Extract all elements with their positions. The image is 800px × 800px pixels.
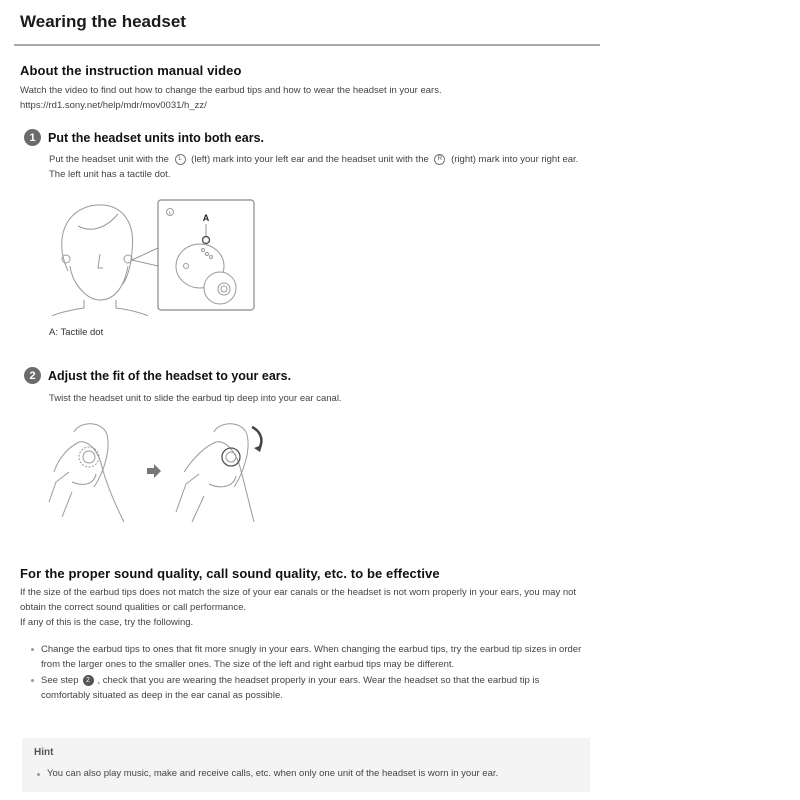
hint-title: Hint bbox=[34, 747, 54, 758]
arrow-right-icon bbox=[147, 464, 161, 478]
page-title: Wearing the headset bbox=[20, 12, 186, 31]
list-item bbox=[30, 673, 590, 703]
earbud-detail-box bbox=[158, 200, 254, 310]
hand-before-icon bbox=[49, 424, 124, 522]
step-1-badge: 1 bbox=[24, 129, 41, 146]
quality-para-1: If the size of the earbud tips does not match the size of your ear canals or the headset is not worn properly in your ears, you may not obtain the correct sound qualities or call performance. bbox=[20, 587, 577, 613]
step-1-description bbox=[49, 152, 589, 182]
hint-box bbox=[22, 738, 590, 792]
tactile-dot-label: A bbox=[202, 213, 210, 223]
figure-mark-text: L bbox=[168, 210, 172, 215]
quality-section-text bbox=[20, 585, 580, 630]
step-1-caption: A: Tactile dot bbox=[49, 327, 104, 338]
wearing-illustration bbox=[48, 196, 258, 316]
step-2-description: Twist the headset unit to slide the earbud tip deep into your ear canal. bbox=[49, 393, 342, 404]
title-divider bbox=[14, 44, 600, 46]
bullet-text: Change the earbud tips to ones that fit more snugly in your ears. When changing the earbud tips, try the earbud tip sizes in order from the larger ones to the smaller ones. The size of the left and right earbud tips may be different. bbox=[41, 644, 582, 670]
hint-item: You can also play music, make and receive calls, etc. when only one unit of the headset is worn in your ear. bbox=[36, 768, 498, 779]
bullet-text-after: , check that you are wearing the headset properly in your ears. Wear the headset so that the earbud tip is comfortably situated as deep in the ear canal as possible. bbox=[41, 675, 540, 701]
step-1-desc-part3: (right) mark into your right ear. The left unit has a tactile dot. bbox=[49, 154, 579, 180]
quality-section-heading: For the proper sound quality, call sound quality, etc. to be effective bbox=[20, 566, 440, 581]
hand-after-icon bbox=[176, 424, 262, 522]
left-mark-icon: L bbox=[175, 154, 186, 165]
step-2-title: Adjust the fit of the headset to your ears. bbox=[48, 368, 292, 383]
right-mark-icon: R bbox=[434, 154, 445, 165]
step-2-header bbox=[24, 367, 291, 384]
list-item bbox=[30, 642, 590, 672]
step-2-badge: 2 bbox=[24, 367, 41, 384]
head-figure-icon bbox=[52, 205, 158, 316]
video-link[interactable]: https://rd1.sony.net/help/mdr/mov0031/h_zz/ bbox=[20, 100, 207, 111]
quality-bullet-list bbox=[30, 642, 590, 704]
video-section-heading: About the instruction manual video bbox=[20, 63, 242, 78]
bullet-text-before: See step bbox=[41, 675, 79, 686]
step-1-title: Put the headset units into both ears. bbox=[48, 130, 264, 145]
twist-illustration bbox=[44, 412, 274, 530]
quality-para-2: If any of this is the case, try the following. bbox=[20, 617, 194, 628]
step-2-reference-icon[interactable]: 2 bbox=[83, 675, 94, 686]
step-1-header bbox=[24, 129, 264, 146]
video-section-text bbox=[20, 83, 580, 113]
step-1-desc-part1: Put the headset unit with the bbox=[49, 154, 169, 165]
video-description: Watch the video to find out how to change the earbud tips and how to wear the headset in your ears. bbox=[20, 85, 442, 96]
step-1-desc-part2: (left) mark into your left ear and the headset unit with the bbox=[191, 154, 429, 165]
